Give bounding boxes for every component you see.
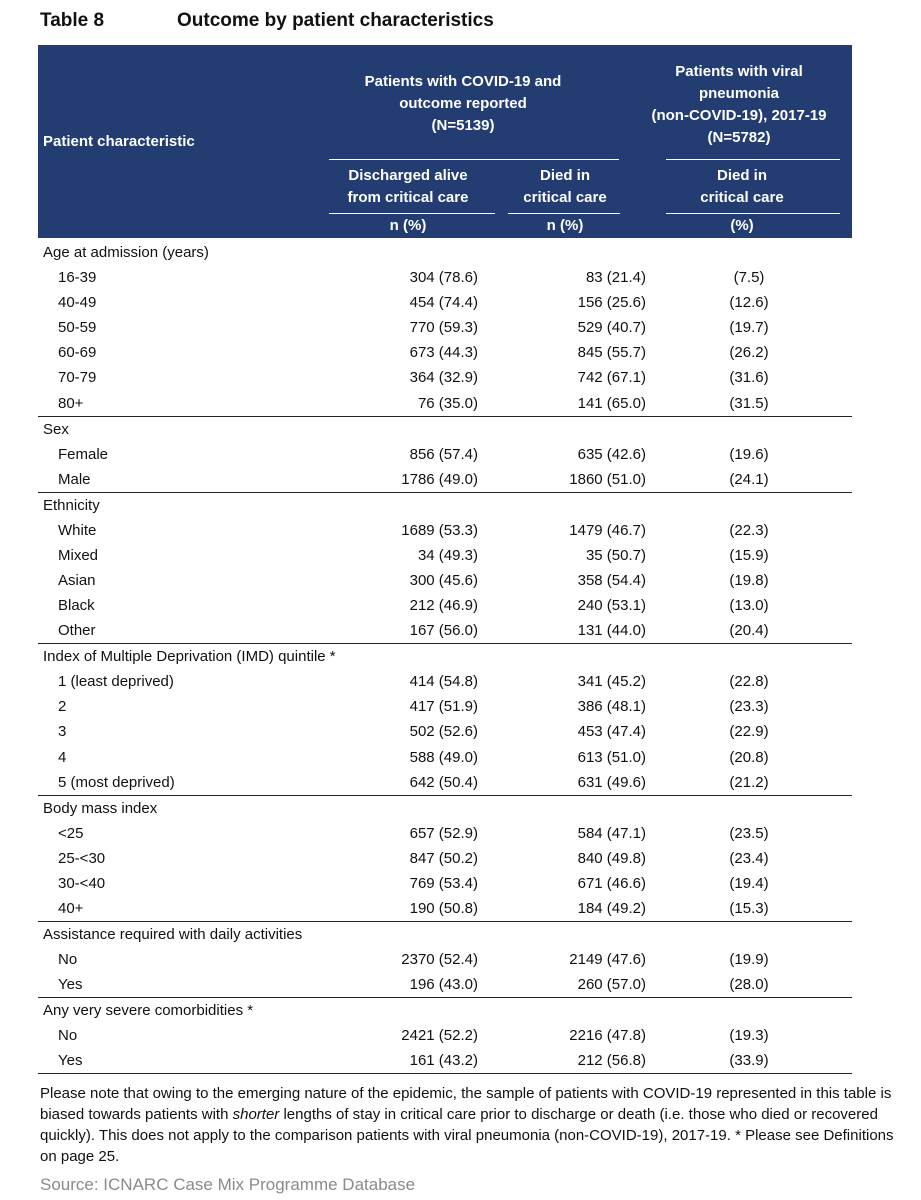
cell-viral-died: (33.9): [646, 1048, 852, 1074]
cell-died: 184 (49.2): [478, 896, 646, 922]
table-row: [38, 265, 852, 290]
header-divider-covid: [329, 159, 619, 160]
cell-died: 631 (49.6): [478, 770, 646, 796]
cell-viral-died: (22.3): [729, 521, 769, 539]
cell-discharged: 2370 (52.4): [401, 951, 478, 969]
header-covid-group: [300, 71, 626, 137]
row-label: No: [58, 951, 78, 969]
group-row: [38, 998, 852, 1024]
cell-died: 260 (57.0): [478, 972, 646, 998]
header-unit-2: n (%): [546, 217, 584, 234]
row-label: 50-59: [58, 319, 97, 337]
table-row: [38, 745, 852, 770]
table-row: [38, 315, 852, 340]
group-label: Sex: [43, 420, 69, 438]
header-viral-line-4: (N=5782): [707, 129, 771, 146]
cell-viral-died: (22.8): [729, 673, 769, 691]
table-row: [38, 568, 852, 593]
cell-died: 358 (54.4): [577, 571, 646, 589]
header-viral-group: [626, 61, 852, 149]
group-row: [38, 492, 852, 518]
cell-discharged: 454 (74.4): [409, 294, 478, 312]
group-label: Body mass index: [43, 799, 158, 817]
group-label: Index of Multiple Deprivation (IMD) quintile *: [43, 648, 336, 666]
row-label: Yes: [38, 972, 320, 998]
group-label: Assistance required with daily activities: [43, 926, 303, 944]
row-label: White: [58, 521, 97, 539]
cell-discharged: 300 (45.6): [409, 571, 478, 589]
table-row: [38, 340, 852, 365]
cell-viral-died: (22.9): [729, 723, 769, 741]
row-label: 25-<30: [58, 849, 106, 867]
cell-viral-died: (31.5): [646, 390, 852, 416]
cell-died: 35 (50.7): [585, 546, 646, 564]
footnote: [40, 1083, 900, 1167]
cell-discharged: 167 (56.0): [320, 618, 478, 644]
cell-died: 453 (47.4): [577, 723, 646, 741]
cell-viral-died: (7.5): [733, 269, 765, 287]
group-row: [38, 240, 852, 265]
cell-died: 83 (21.4): [585, 269, 646, 287]
cell-viral-died: (31.6): [729, 369, 769, 387]
row-label: 3: [58, 723, 67, 741]
cell-died: 240 (53.1): [577, 597, 646, 615]
cell-viral-died: (13.0): [729, 597, 769, 615]
table-row: [38, 871, 852, 896]
row-label: Black: [58, 597, 95, 615]
cell-discharged: 847 (50.2): [409, 849, 478, 867]
table-number: Table 8: [40, 10, 105, 31]
header-col-discharged: [320, 165, 496, 209]
header-col1-line-2: from critical care: [347, 189, 469, 206]
cell-died: 742 (67.1): [577, 369, 646, 387]
table-row: [38, 390, 852, 416]
cell-discharged: 502 (52.6): [409, 723, 478, 741]
group-label: Age at admission (years): [43, 244, 209, 261]
table-row: [38, 290, 852, 315]
cell-discharged: 657 (52.9): [409, 824, 478, 842]
cell-died: 156 (25.6): [577, 294, 646, 312]
header-divider-col3: [666, 213, 840, 214]
header-divider-col1: [329, 213, 495, 214]
footnote-emphasis: shorter: [232, 1106, 280, 1123]
cell-viral-died: (19.8): [729, 571, 769, 589]
header-unit-3: (%): [730, 217, 754, 234]
row-label: 60-69: [58, 344, 97, 362]
cell-died: 131 (44.0): [478, 618, 646, 644]
row-label: 80+: [38, 390, 320, 416]
cell-viral-died: (20.8): [729, 748, 769, 766]
group-label: Any very severe comorbidities *: [43, 1002, 254, 1020]
cell-discharged: 770 (59.3): [409, 319, 478, 337]
cell-died: 386 (48.1): [577, 698, 646, 716]
cell-viral-died: (12.6): [729, 294, 769, 312]
cell-viral-died: (21.2): [646, 770, 852, 796]
cell-died: 635 (42.6): [577, 445, 646, 463]
table-row: [38, 442, 852, 467]
cell-discharged: 2421 (52.2): [401, 1027, 478, 1045]
table-row: [38, 694, 852, 719]
table-row: [38, 467, 852, 493]
cell-discharged: 414 (54.8): [409, 673, 478, 691]
cell-discharged: 673 (44.3): [409, 344, 478, 362]
cell-viral-died: (23.3): [729, 698, 769, 716]
row-label: Yes: [38, 1048, 320, 1074]
table-row: [38, 365, 852, 390]
table-row: [38, 518, 852, 543]
cell-viral-died: (23.5): [729, 824, 769, 842]
table-row: [38, 846, 852, 871]
group-row: [38, 416, 852, 442]
header-col-viral-died: [672, 165, 812, 209]
cell-discharged: 588 (49.0): [409, 748, 478, 766]
row-label: 16-39: [58, 269, 97, 287]
cell-died: 840 (49.8): [577, 849, 646, 867]
row-label: 30-<40: [58, 874, 106, 892]
row-label: 2: [58, 698, 67, 716]
header-viral-line-2: pneumonia: [698, 85, 779, 102]
header-divider-col2: [508, 213, 620, 214]
row-label: Asian: [58, 571, 96, 589]
cell-viral-died: (19.4): [729, 874, 769, 892]
header-patient-characteristic: Patient characteristic: [43, 133, 195, 150]
source-line: Source: ICNARC Case Mix Programme Database: [40, 1175, 416, 1194]
cell-viral-died: (19.6): [729, 445, 769, 463]
table-row: [38, 972, 852, 998]
row-label: 1 (least deprived): [58, 673, 174, 691]
group-row: [38, 922, 852, 948]
cell-died: 2216 (47.8): [569, 1027, 646, 1045]
cell-died: 1860 (51.0): [478, 467, 646, 493]
header-covid-line-3: (N=5139): [431, 117, 495, 134]
header-col1-line-1: Discharged alive: [348, 167, 468, 184]
footnote-text-1: Please note that owing to the emerging nature of the epidemic, the sample of patients with COVID-19 represented in this table is biased towards patients with: [40, 1085, 892, 1123]
cell-viral-died: (19.9): [729, 951, 769, 969]
cell-viral-died: (28.0): [646, 972, 852, 998]
table-row: [38, 770, 852, 796]
group-row: [38, 795, 852, 821]
header-col2-line-1: Died in: [539, 167, 590, 184]
cell-discharged: 642 (50.4): [320, 770, 478, 796]
footnote-text-2: lengths of stay in critical care prior to discharge or death (i.e. those who died or recovered quickly). This does not apply to the comparison patients with viral pneumonia (non-COVID-19), 2017-19. * Please see Definitions on page 25.: [40, 1106, 894, 1165]
table-row: [38, 1023, 852, 1048]
header-col3-line-1: Died in: [716, 167, 767, 184]
cell-viral-died: (23.4): [729, 849, 769, 867]
header-viral-line-1: Patients with viral: [675, 63, 803, 80]
cell-viral-died: (19.3): [729, 1027, 769, 1045]
cell-viral-died: (15.9): [729, 546, 769, 564]
cell-discharged: 1689 (53.3): [401, 521, 478, 539]
group-row: [38, 644, 852, 670]
group-label: Ethnicity: [43, 496, 100, 514]
cell-died: 613 (51.0): [577, 748, 646, 766]
table-row: [38, 719, 852, 744]
header-covid-line-2: outcome reported: [399, 95, 527, 112]
header-col-died: [500, 165, 630, 209]
row-label: 40+: [38, 896, 320, 922]
cell-discharged: 76 (35.0): [320, 390, 478, 416]
table-row: [38, 669, 852, 694]
cell-viral-died: (24.1): [646, 467, 852, 493]
header-covid-line-1: Patients with COVID-19 and: [364, 73, 562, 90]
header-col3-line-2: critical care: [700, 189, 784, 206]
table-header: [38, 45, 852, 238]
row-label: Female: [58, 445, 109, 463]
cell-died: 212 (56.8): [478, 1048, 646, 1074]
header-col2-line-2: critical care: [523, 189, 607, 206]
header-viral-line-3: (non-COVID-19), 2017-19: [651, 107, 827, 124]
cell-died: 2149 (47.6): [569, 951, 646, 969]
cell-died: 141 (65.0): [478, 390, 646, 416]
cell-died: 584 (47.1): [577, 824, 646, 842]
cell-discharged: 364 (32.9): [409, 369, 478, 387]
header-unit-1: n (%): [389, 217, 427, 234]
cell-discharged: 34 (49.3): [417, 546, 478, 564]
cell-discharged: 856 (57.4): [409, 445, 478, 463]
cell-died: 671 (46.6): [577, 874, 646, 892]
row-label: No: [58, 1027, 78, 1045]
table-caption: Outcome by patient characteristics: [177, 10, 494, 31]
row-label: 40-49: [58, 294, 97, 312]
header-divider-viral: [666, 159, 840, 160]
row-label: Male: [38, 467, 320, 493]
row-label: 5 (most deprived): [38, 770, 320, 796]
cell-viral-died: (26.2): [729, 344, 769, 362]
table-row: [38, 947, 852, 972]
cell-died: 341 (45.2): [577, 673, 646, 691]
cell-discharged: 212 (46.9): [409, 597, 478, 615]
table-row: [38, 618, 852, 644]
table-row: [38, 543, 852, 568]
cell-viral-died: (20.4): [646, 618, 852, 644]
cell-discharged: 1786 (49.0): [320, 467, 478, 493]
row-label: 4: [58, 748, 67, 766]
cell-discharged: 304 (78.6): [409, 269, 478, 287]
row-label: Other: [38, 618, 320, 644]
outcome-table: [38, 240, 852, 1074]
cell-died: 1479 (46.7): [569, 521, 646, 539]
table-row: [38, 593, 852, 618]
cell-viral-died: (15.3): [646, 896, 852, 922]
cell-discharged: 196 (43.0): [320, 972, 478, 998]
cell-discharged: 417 (51.9): [409, 698, 478, 716]
table-row: [38, 821, 852, 846]
table-row: [38, 896, 852, 922]
row-label: Mixed: [58, 546, 99, 564]
table-row: [38, 1048, 852, 1074]
table-body: [38, 240, 852, 1074]
row-label: <25: [58, 824, 84, 842]
cell-died: 529 (40.7): [577, 319, 646, 337]
cell-viral-died: (19.7): [729, 319, 769, 337]
cell-discharged: 190 (50.8): [320, 896, 478, 922]
cell-discharged: 769 (53.4): [409, 874, 478, 892]
cell-discharged: 161 (43.2): [320, 1048, 478, 1074]
cell-died: 845 (55.7): [577, 344, 646, 362]
row-label: 70-79: [58, 369, 97, 387]
